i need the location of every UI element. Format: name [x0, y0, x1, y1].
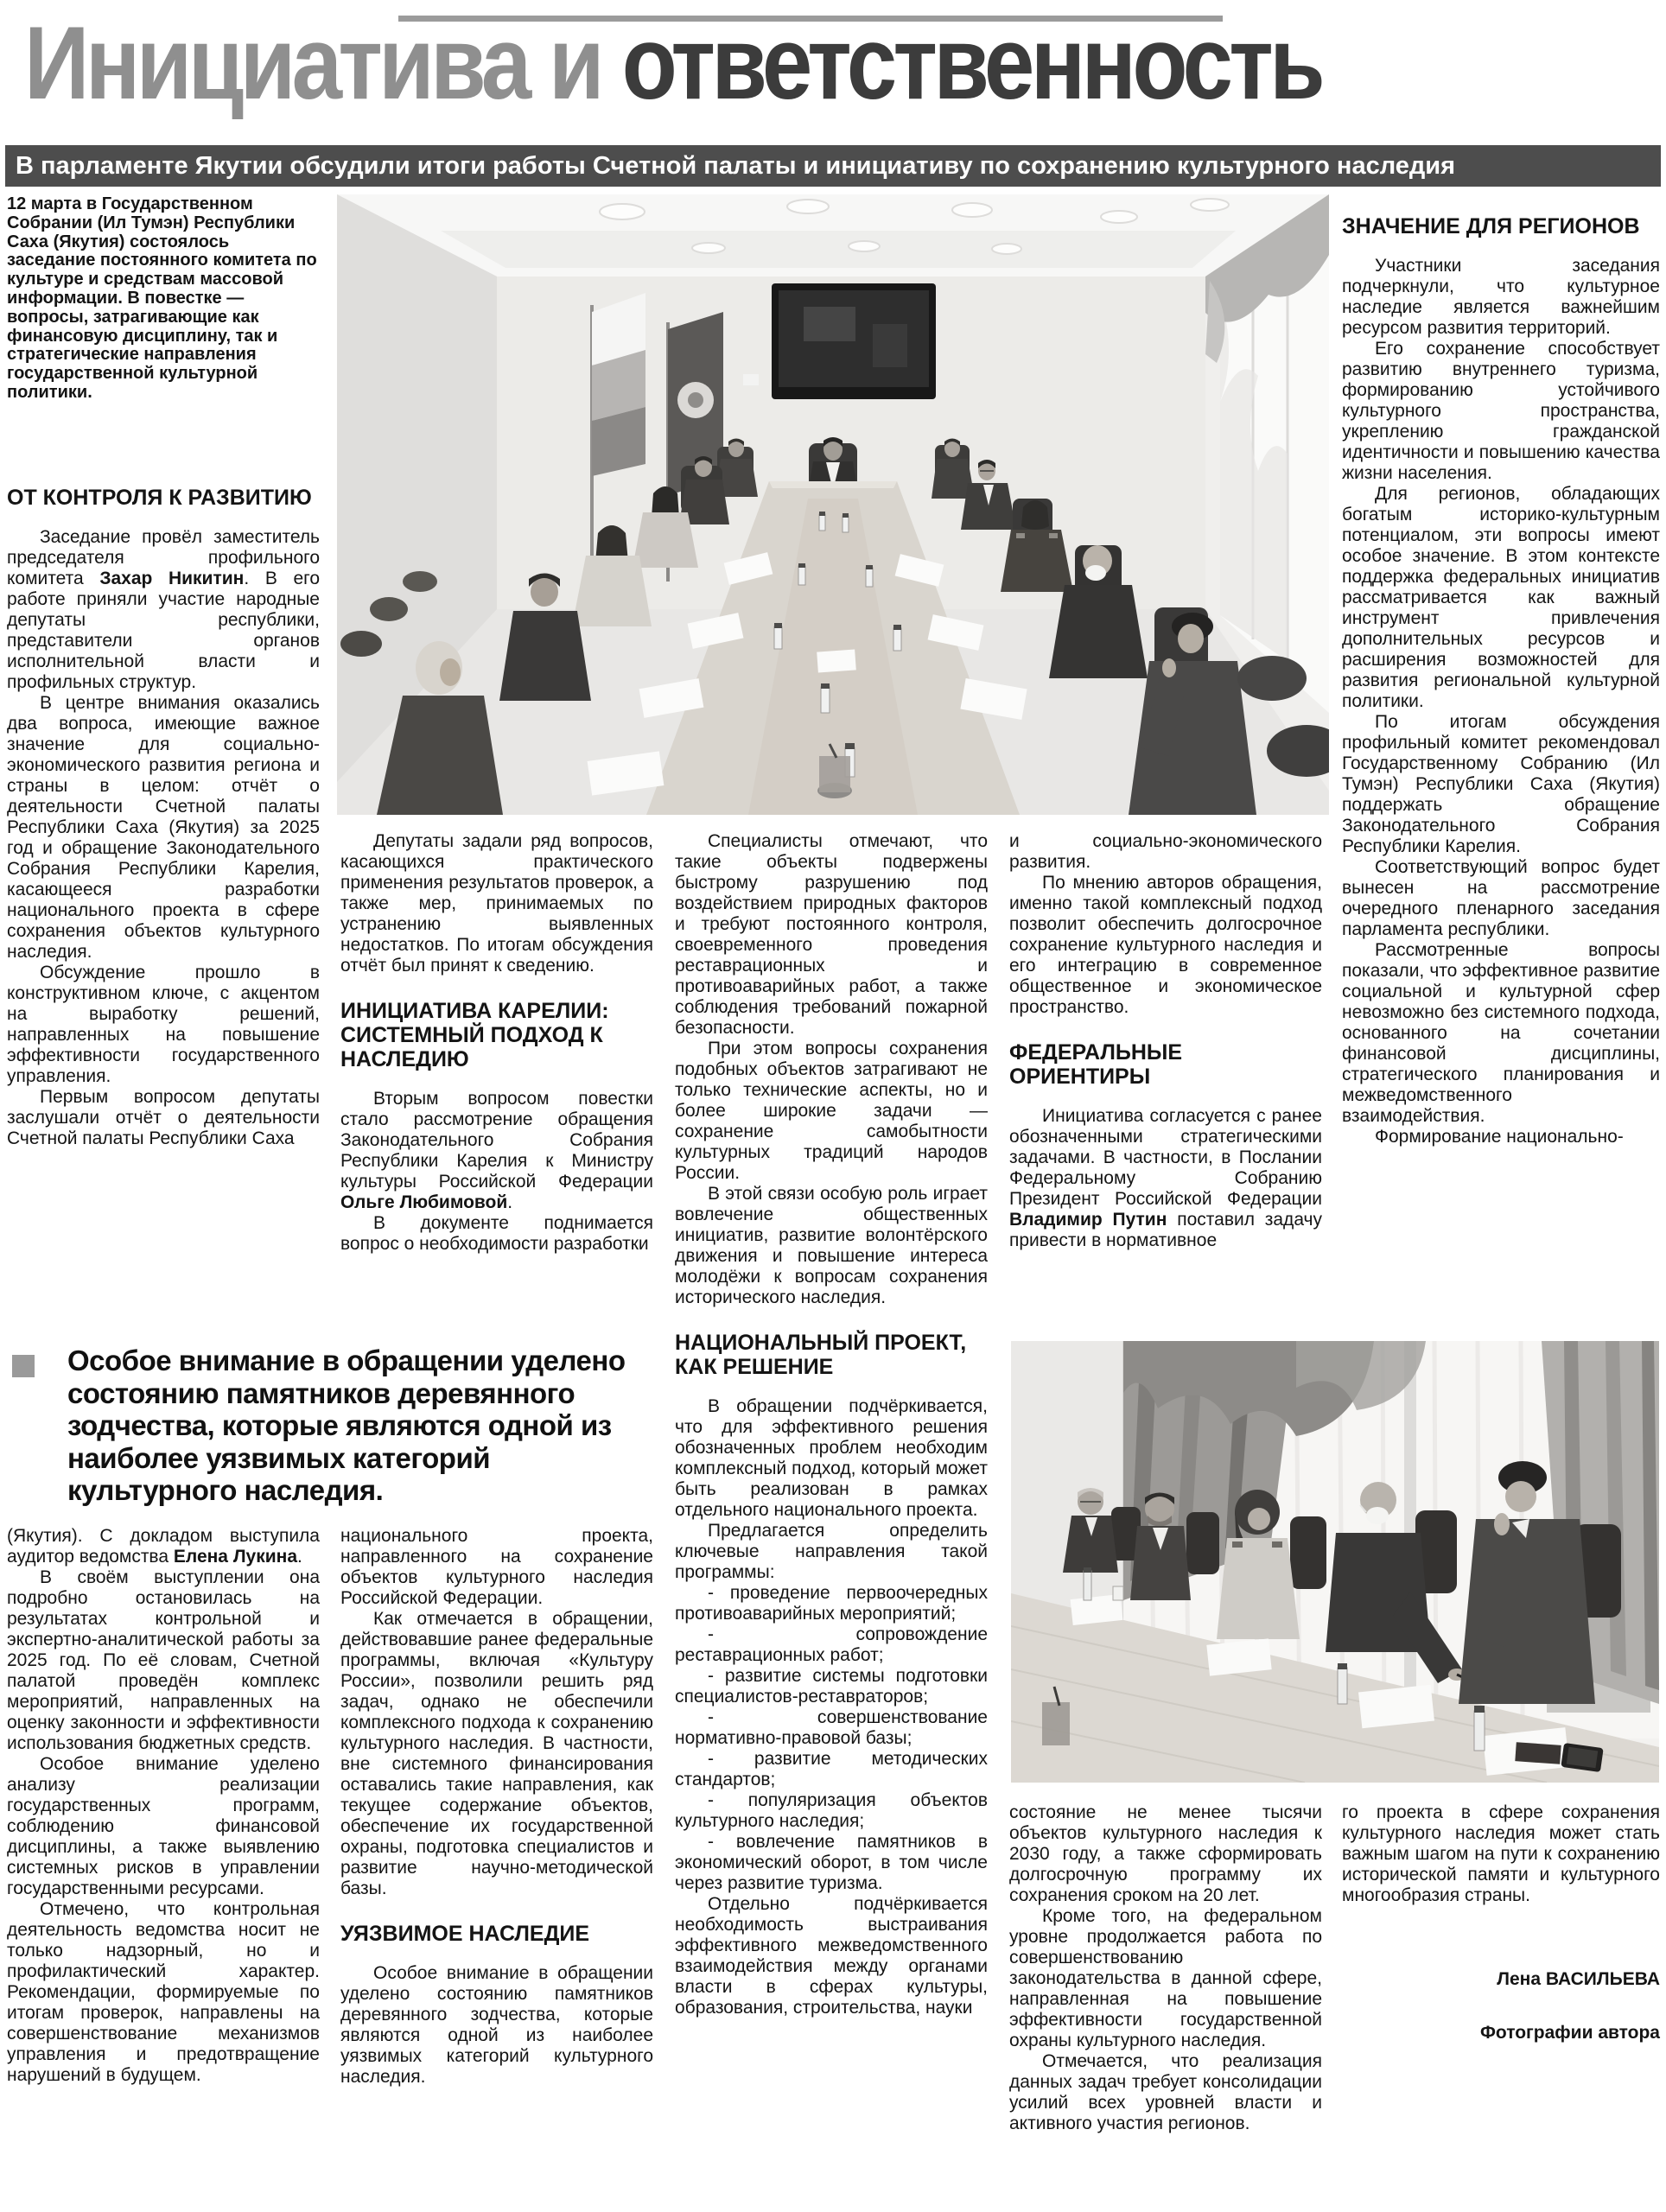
byline-photo-credit: Фотографии автора [1479, 2023, 1660, 2043]
body-paragraph: Депутаты задали ряд вопросов, касающихся практического применения результатов проверок, а также мер, принимаемых по устранению выявленных недостатков. По итогам обсуждения отчёт был принят к сведению. [340, 831, 653, 976]
byline [1342, 1968, 1660, 2075]
body-paragraph: Как отмечается в обращении, действовавшие ранее федеральные программы, включая «Культуру России», позволили решить ряд задач, однако не обеспечили комплексного подхода к сохранению культурного наследия. В частности, вне системного финансирования оставались такие направления, как текущее содержание объектов, обеспечение их государственной охраны, подготовка специалистов и развитие научно-методической базы. [340, 1609, 653, 1898]
body-paragraph: В своём выступлении она подробно остановилась на результатах контрольной и экспертно-аналитической работы за 2025 год. По её словам, Счетной палатой проведён комплекс мероприятий, направленных на оценку законности и эффективности использования бюджетных средств. [7, 1567, 320, 1753]
body-paragraph: Отмечено, что контрольная деятельность ведомства носит не только надзорный, но и профилактический характер. Рекомендации, формируемые по итогам проверок, направлены на совершенствование механизмов управления и предотвращение нарушений в будущем. [7, 1899, 320, 2085]
body-paragraph: Заседание провёл заместитель председателя профильного комитета Захар Никитин. В его работе приняли участие народные депутаты республики, представители органов исполнительной власти и профильных структур. [7, 527, 321, 692]
byline-author: Лена ВАСИЛЬЕВА [1497, 1969, 1660, 1989]
column-5-top [1342, 214, 1660, 1147]
body-paragraph-continued: го проекта в сфере сохранения культурного наследия может стать важным шагом на пути к сохранению исторической памяти и культурного многообразия страны. [1342, 1802, 1660, 1905]
body-paragraph: В этой связи особую роль играет вовлечение общественных инициатив, развитие волонтёрского движения и повышение интереса молодёжи к вопросам сохранения исторического наследия. [675, 1184, 988, 1307]
body-paragraph: Для регионов, обладающих богатым историко-культурным потенциалом, эти вопросы имеют особое значение. В этом контексте поддержка федеральных инициатив рассматривается как важный инструмент привлечения дополнительных ресурсов и расширения возможностей для развития региональной культурной политики. [1342, 484, 1660, 711]
column-5-bottom [1342, 1802, 1660, 1906]
pull-quote-text: Особое внимание в обращении уделено состоянию памятников деревянного зодчества, которые являются одной из наиболее уязвимых категорий культурного наследия. [67, 1344, 626, 1506]
body-paragraph: Отмечается, что реализация данных задач требует консолидации усилий всех уровней власти и активного участия регионов. [1009, 2051, 1322, 2133]
column-1-bottom [7, 1526, 320, 2086]
headline-part-1: Инициатива и [24, 4, 601, 121]
body-paragraph: - развитие методических стандартов; [675, 1749, 988, 1789]
body-paragraph: Обсуждение прошло в конструктивном ключе, с акцентом на выработку решений, направленных на повышение эффективности государственного управления. [7, 963, 320, 1086]
body-paragraph: Специалисты отмечают, что такие объекты подвержены быстрому разрушению под воздействием природных факторов и требуют постоянного контроля, своевременного проведения реставрационных и противоаварийных работ, а также соблюдения требований пожарной безопасности. [675, 831, 988, 1038]
photo-meeting-room-image [337, 194, 1329, 815]
subhead-text: В парламенте Якутии обсудили итоги работы Счетной палаты и инициативу по сохранению культурного наследия [16, 152, 1456, 180]
section-heading: ОТ КОНТРОЛЯ К РАЗВИТИЮ [7, 486, 312, 510]
subhead-bar [5, 145, 1661, 187]
lead-paragraph: 12 марта в Государственном Собрании (Ил Тумэн) Республики Саха (Якутия) состоялось заседание постоянного комитета по культуре и средствам массовой информации. В повестке — вопросы, затрагивающие как финансовую дисциплину, так и стратегические направления государственной культурной политики. [7, 194, 317, 402]
wall-tv [772, 283, 936, 399]
section-heading: НАЦИОНАЛЬНЫЙ ПРОЕКТ, КАК РЕШЕНИЕ [675, 1331, 967, 1379]
body-paragraph-continued: и социально-экономического развития. [1009, 831, 1322, 872]
body-paragraph: Участники заседания подчеркнули, что культурное наследие является важнейшим ресурсом развития территорий. [1342, 256, 1660, 338]
body-paragraph: - развитие системы подготовки специалистов-реставраторов; [675, 1666, 988, 1707]
headline [24, 4, 1543, 121]
body-paragraph: Кроме того, на федеральном уровне продолжается работа по совершенствованию законодательства в данной сфере, направленная на повышение эффективности государственной охраны культурного наследия. [1009, 1906, 1322, 2050]
photo-meeting-room [337, 194, 1329, 815]
column-1-top [7, 486, 320, 1149]
body-paragraph: Соответствующий вопрос будет вынесен на рассмотрение очередного пленарного заседания парламента республики. [1342, 857, 1660, 939]
body-paragraph: В обращении подчёркивается, что для эффективного решения обозначенных проблем необходим комплексный подход, который может быть реализован в рамках отдельного национального проекта. [675, 1396, 988, 1520]
body-paragraph: При этом вопросы сохранения подобных объектов затрагивают не только технические аспекты, но и более широкие задачи — сохранение самобытности культурных традиций народов России. [675, 1039, 988, 1183]
body-paragraph: В документе поднимается вопрос о необходимости разработки [340, 1213, 653, 1254]
body-paragraph: - сопровождение реставрационных работ; [675, 1624, 988, 1665]
body-paragraph: В центре внимания оказались два вопроса, имеющие важное значение для социально-экономического развития региона и страны в целом: отчёт о деятельности Счетной палаты Республики Саха (Якутия) за 2025 год и обращение Законодательного Собрания Республики Карелия, касающееся разработки национального проекта в сфере сохранения объектов культурного наследия. [7, 693, 320, 962]
body-paragraph-continued: (Якутия). С докладом выступила аудитор ведомства Елена Лукина. [7, 1526, 320, 1567]
section-heading: УЯЗВИМОЕ НАСЛЕДИЕ [340, 1922, 590, 1946]
column-3 [675, 831, 988, 2018]
body-paragraph: Формирование национально- [1375, 1127, 1624, 1147]
body-paragraph: По мнению авторов обращения, именно такой комплексный подход позволит обеспечить долгосрочное сохранение культурного наследия и его интеграцию в современное общественное и экономическое пространство. [1009, 873, 1322, 1017]
column-4-bottom [1009, 1802, 1322, 2134]
body-paragraph: Первым вопросом депутаты заслушали отчёт о деятельности Счетной палаты Республики Саха [7, 1087, 320, 1148]
body-paragraph: - популяризация объектов культурного наследия; [675, 1790, 988, 1831]
body-paragraph: Особое внимание уделено анализу реализации государственных программ, соблюдению финансовой дисциплины, а также выявлению системных рисков в управлении государственными ресурсами. [7, 1754, 320, 1898]
pull-quote [7, 1344, 648, 1507]
photo-participants [1011, 1341, 1659, 1783]
pullquote-marker-icon [12, 1355, 35, 1377]
section-heading: ЗНАЧЕНИЕ ДЛЯ РЕГИОНОВ [1342, 214, 1640, 238]
body-paragraph-continued: состояние не менее тысячи объектов культурного наследия к 2030 году, а также сформировать долгосрочную программу их сохранения сроком на 20 лет. [1009, 1802, 1322, 1905]
section-heading: ИНИЦИАТИВА КАРЕЛИИ: СИСТЕМНЫЙ ПОДХОД К НАСЛЕДИЮ [340, 999, 609, 1071]
body-paragraph: Отдельно подчёркивается необходимость выстраивания эффективного межведомственного взаимодействия между органами власти в сферах культуры, образования, строительства, науки [675, 1894, 988, 2018]
body-paragraph-continued: национального проекта, направленного на сохранение объектов культурного наследия Российской Федерации. [340, 1526, 653, 1608]
body-paragraph: Рассмотренные вопросы показали, что эффективное развитие социальной и культурной сфер невозможно без системного подхода, основанного на сочетании финансовой дисциплины, стратегического планирования и межведомственного взаимодействия. [1342, 940, 1660, 1126]
body-paragraph: - проведение первоочередных противоаварийных мероприятий; [675, 1583, 988, 1624]
body-paragraph: Вторым вопросом повестки стало рассмотрение обращения Законодательного Собрания Республики Карелия к Министру культуры Российской Федерации Ольге Любимовой. [340, 1089, 653, 1212]
photo-participants-image [1011, 1341, 1659, 1783]
body-paragraph: Инициатива согласуется с ранее обозначенными стратегическими задачами. В частности, в Послании Федеральному Собранию Президент Российской Федерации Владимир Путин поставил задачу привести в нормативное [1009, 1106, 1322, 1250]
body-paragraph: Предлагается определить ключевые направления такой программы: [675, 1521, 988, 1582]
body-paragraph: Его сохранение способствует развитию внутреннего туризма, формированию устойчивого культурного пространства, укреплению гражданской идентичности и повышению качества жизни населения. [1342, 339, 1660, 483]
section-heading: ФЕДЕРАЛЬНЫЕ ОРИЕНТИРЫ [1009, 1040, 1183, 1089]
column-4-top [1009, 831, 1322, 1251]
body-paragraph: - совершенствование нормативно-правовой базы; [675, 1707, 988, 1748]
column-2-bottom [340, 1526, 653, 2088]
column-2-top [340, 831, 653, 1255]
body-paragraph: Особое внимание в обращении уделено состоянию памятников деревянного зодчества, которые являются одной из наиболее уязвимых категорий культурного наследия. [340, 1963, 653, 2087]
headline-part-2: ответственность [621, 4, 1322, 121]
body-paragraph: - вовлечение памятников в экономический оборот, в том числе через развитие туризма. [675, 1832, 988, 1893]
body-paragraph: По итогам обсуждения профильный комитет рекомендовал Государственному Собранию (Ил Тумэн) Республики Саха (Якутия) поддержать обращение Законодательного Собрания Республики Карелия. [1342, 712, 1660, 856]
